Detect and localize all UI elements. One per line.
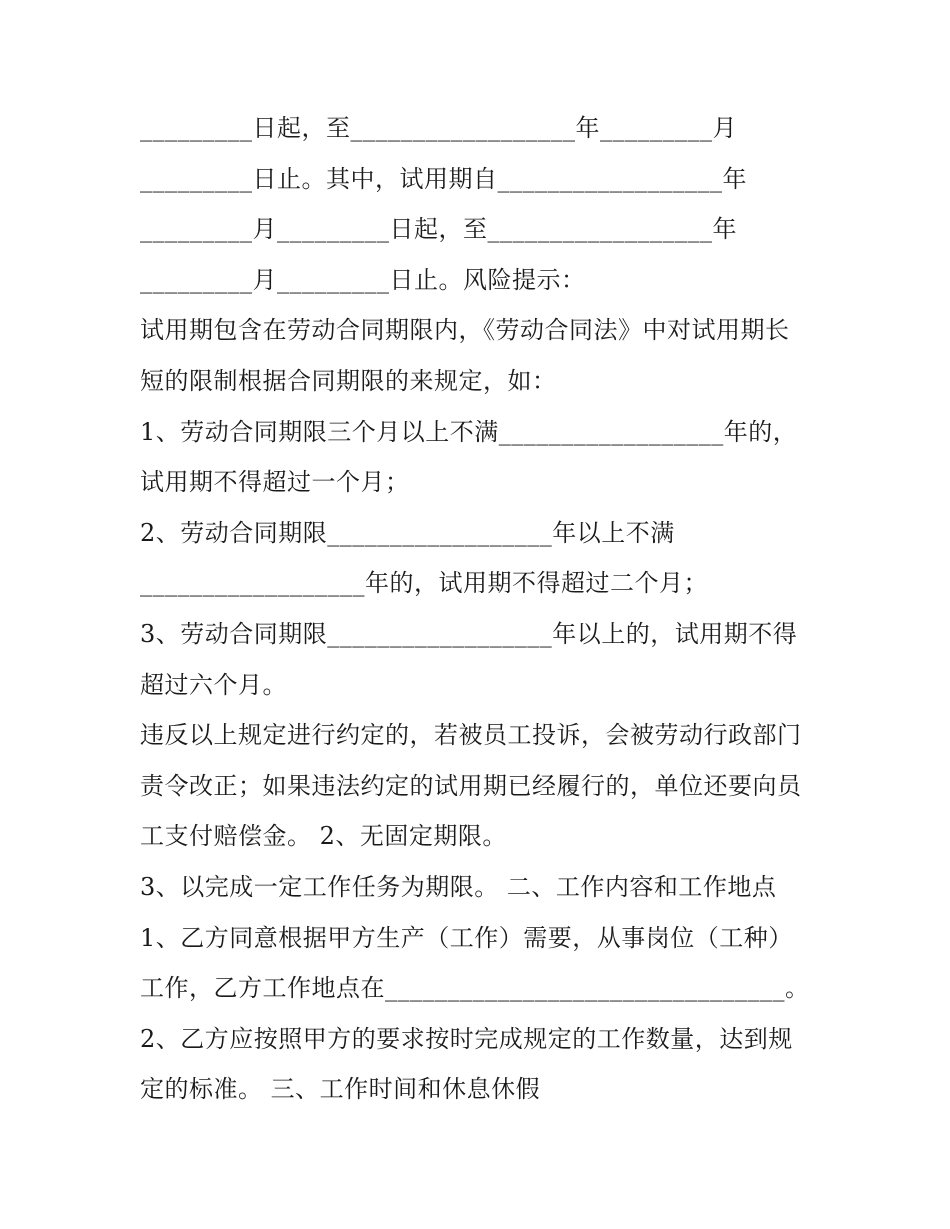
text-line-12: 超过六个月。 bbox=[140, 670, 287, 699]
text-line-19: 2、乙方应按照甲方的要求按时完成规定的工作数量，达到规 bbox=[140, 1024, 793, 1053]
text-line-9: 2、劳动合同期限__________________年以上不满 bbox=[140, 518, 675, 547]
text-line-10: __________________年的，试用期不得超过二个月； bbox=[140, 569, 708, 598]
text-line-16: 3、以完成一定工作任务为期限。 二、工作内容和工作地点 bbox=[140, 872, 777, 901]
text-line-15: 工支付赔偿金。 2、无固定期限。 bbox=[140, 822, 507, 851]
text-line-7: 1、劳动合同期限三个月以上不满__________________年的， bbox=[140, 417, 798, 446]
text-line-17: 1、乙方同意根据甲方生产（工作）需要，从事岗位（工种） bbox=[140, 923, 793, 952]
text-line-3: _________月_________日起，至__________________年 bbox=[140, 215, 737, 244]
text-line-1: _________日起，至__________________年_________月 bbox=[140, 114, 737, 142]
text-line-18: 工作，乙方工作地点在________________________________。 bbox=[140, 974, 810, 1003]
text-line-13: 违反以上规定进行约定的，若被员工投诉，会被劳动行政部门 bbox=[140, 721, 802, 750]
document-page bbox=[140, 103, 830, 1115]
text-line-14: 责令改正；如果违法约定的试用期已经履行的，单位还要向员 bbox=[140, 771, 802, 800]
text-line-8: 试用期不得超过一个月； bbox=[140, 468, 410, 497]
text-line-11: 3、劳动合同期限__________________年以上的，试用期不得 bbox=[140, 619, 798, 648]
text-line-4: _________月_________日止。风险提示： bbox=[140, 265, 586, 294]
text-line-5: 试用期包含在劳动合同期限内，《劳动合同法》中对试用期长 bbox=[140, 316, 790, 345]
text-line-6: 短的限制根据合同期限的来规定，如： bbox=[140, 366, 557, 395]
text-line-2: _________日止。其中，试用期自__________________年 bbox=[140, 164, 747, 193]
text-line-20: 定的标准。 三、工作时间和休息休假 bbox=[140, 1075, 541, 1104]
